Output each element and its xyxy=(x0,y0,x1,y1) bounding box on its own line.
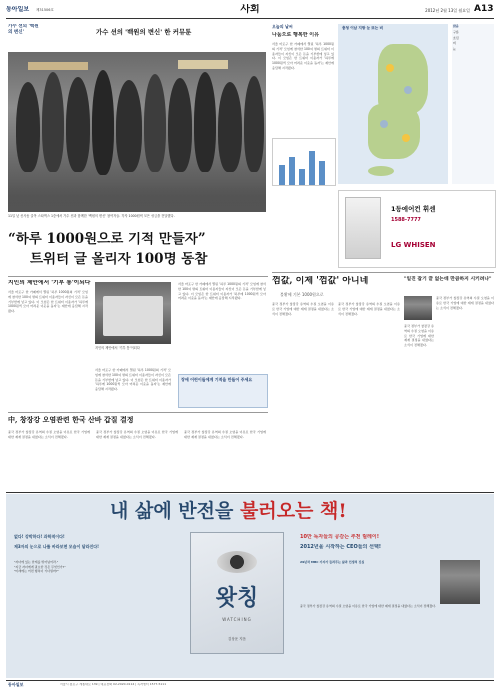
weather-legend-item: 맑음 xyxy=(453,24,459,28)
book-english-title: WATCHING xyxy=(222,617,252,622)
header-rule xyxy=(6,18,494,19)
author-photo xyxy=(440,560,480,604)
main-headline-line1: “하루 1000원으로 기적 만들자” xyxy=(8,232,206,247)
divider xyxy=(272,272,494,273)
ad-bullet: "자녀에 있는 한계를 뛰어넘어라." xyxy=(14,560,59,564)
ad-bullet: "지금 자녀에게 필요한 것은 무엇인가?" xyxy=(14,564,66,569)
footer-rule xyxy=(6,680,494,681)
article-body-col2: 서울 마포구 한 카페에서 열린 '하루 1000원의 기적' 모임에 참석한 100여 명의 트위터 이용자들이 자신이 모은 돈을 기부함에 넣고 있다. 이 모임은 한 트위터 이용자가 '하루에 1000원씩 모아 어려운 이웃을 돕자'는 제안에 응답해 시작됐다. xyxy=(95,368,171,392)
article-body-col3: 서울 마포구 한 카페에서 열린 '하루 1000원의 기적' 모임에 참석한 100여 명의 트위터 이용자들이 자신이 모은 돈을 기부함에 넣고 있다. 이 모임은 한 트위터 이용자가 '하루에 1000원씩 모아 어려운 이웃을 돕자'는 제안에 응답해 시작됐다. xyxy=(178,282,266,301)
book-cover xyxy=(190,532,284,654)
weather-legend-item: 눈 xyxy=(453,47,456,51)
donation-box xyxy=(178,374,268,408)
ad-bullets xyxy=(14,560,184,620)
weather-title: 충청 이남 지방 눈 또는 비 xyxy=(342,26,383,30)
edition-number: 제31506호 xyxy=(36,8,54,12)
photo-title: 가수 션의 '백원의 변신' 한 커뮤툰 xyxy=(96,28,192,36)
donation-box-title: 장애 어린이들에게 기적을 만들어 주세요 xyxy=(181,377,253,382)
ad-title-part2: 불러오는 책! xyxy=(239,500,347,522)
bottom-body-col1: 중국 정부가 창장강 유역의 수질 오염을 이유로 한국 기업에 대한 제재 결정을 내렸다는 소식이 전해졌다. xyxy=(8,430,90,439)
footer-text: 서울시 종로구 세종대로 139 | 대표전화 02-2020-0114 | 독자센터 1577-5111 xyxy=(60,683,167,686)
masthead-logo: 동아일보 xyxy=(6,6,30,13)
lg-ad-phone: 1588-7777 xyxy=(391,217,421,223)
quote-body: 중국 정부가 창장강 유역의 수질 오염을 이유로 한국 기업에 대한 제재 결정을 내렸다는 소식이 전해졌다. xyxy=(436,296,494,310)
ad-question1: 없다! 강박하다! 과학적이다! xyxy=(14,534,65,539)
column-title: 나눔으로 행복한 이유 xyxy=(272,32,319,38)
column-kicker-box xyxy=(8,24,42,52)
lg-ad-line1: 1등에어컨 휘센 xyxy=(391,205,436,213)
ad-title-part1: 내 삶에 반전을 xyxy=(110,500,234,522)
bottom-body-col3: 중국 정부가 창장강 유역의 수질 오염을 이유로 한국 기업에 대한 제재 결정을 내렸다는 소식이 전해졌다. xyxy=(184,430,266,439)
columnist-photo xyxy=(404,296,432,320)
mini-chart xyxy=(272,138,336,186)
ad-right-headline1: 10만 독자들의 공감는 추천 릴레이! xyxy=(300,534,379,540)
ad-title xyxy=(110,500,410,526)
eye-illustration xyxy=(217,551,257,573)
gum-body-col2: 중국 정부가 창장강 유역의 수질 오염을 이유로 한국 기업에 대한 제재 결정을 내렸다는 소식이 전해졌다. xyxy=(338,302,400,316)
weather-legend-item: 구름 xyxy=(453,29,459,34)
ad-question2: 제3자의 눈으로 나를 바라보면 모습이 달라진다! xyxy=(14,544,99,549)
kicker-label: 가수 션의 '백원의 변신' xyxy=(8,24,39,35)
ad-right-sub: 29년차 MBC 기자가 들려주는 삶과 인생의 진실 xyxy=(300,560,365,564)
weather-legend-item: 흐림 xyxy=(453,35,459,40)
chart-bar xyxy=(289,157,295,185)
book-author: 김상운 지음 xyxy=(227,637,247,641)
gum-headline: 껌값, 이제 '껌값' 아니네 xyxy=(272,276,369,286)
divider xyxy=(8,276,268,277)
divider xyxy=(8,412,268,413)
lg-brand-logo: LG WHISEN xyxy=(391,241,436,249)
ad-bullet: "미래에는 어떤 행복이 기다릴까?" xyxy=(14,569,59,573)
column-kicker: 오늘의 날씨 xyxy=(272,24,293,29)
chart-bar xyxy=(279,165,285,185)
article-photo-caption: 지인의 제안에서 '기부 통'이되다 xyxy=(95,346,140,350)
lg-whisen-ad xyxy=(338,190,496,268)
bottom-body-col2: 중국 정부가 창장강 유역의 수질 오염을 이유로 한국 기업에 대한 제재 결정을 내렸다는 소식이 전해졌다. xyxy=(96,430,178,439)
group-photo xyxy=(8,52,266,212)
weather-map xyxy=(338,24,448,184)
issue-date: 2012년 2월 13일 월요일 xyxy=(425,8,470,13)
gum-body-col1: 중국 정부가 창장강 유역의 수질 오염을 이유로 한국 기업에 대한 제재 결정을 내렸다는 소식이 전해졌다. xyxy=(272,302,334,316)
book-title: 왓칭 xyxy=(215,585,259,611)
ad-right-body: 중국 정부가 창장강 유역의 수질 오염을 이유로 한국 기업에 대한 제재 결정을 내렸다는 소식이 전해졌다. xyxy=(300,604,437,608)
gum-subhead: 불황에 기본 1000원으로 xyxy=(280,292,324,297)
article-body-col1: 서울 마포구 한 카페에서 열린 '하루 1000원의 기적' 모임에 참석한 100여 명의 트위터 이용자들이 자신이 모은 돈을 기부함에 넣고 있다. 이 모임은 한 트위터 이용자가 '하루에 1000원씩 모아 어려운 이웃을 돕자'는 제안에 응답해 시작됐다. xyxy=(8,290,88,314)
quote-headline: "일진 잡기 끝 없는데 만큼하지 시키려나" xyxy=(404,276,492,282)
weather-legend-item: 비 xyxy=(453,41,456,46)
main-headline-line2: 트위터 글 올리자 100명 동참 xyxy=(30,252,208,267)
ad-top-rule xyxy=(6,492,494,493)
temperature-table xyxy=(452,24,494,184)
chart-bar xyxy=(309,151,315,185)
chart-bar xyxy=(299,169,305,185)
section-title: 사회 xyxy=(240,4,260,15)
footer-logo: 동아일보 xyxy=(8,682,24,687)
article-photo xyxy=(95,282,171,344)
ad-right-headline2: 2012년을 시작하는 CEO들의 선택! xyxy=(300,544,382,550)
photo-caption: 11일 낮 신사동 골목 스타벅스 1층에서 가수 션과 함께한 '백원의 변신' 참여자들. 각자 1000원씩 모은 성금을 전달했다. xyxy=(8,214,175,218)
quote-body-col1: 중국 정부가 창장강 유역의 수질 오염을 이유로 한국 기업에 대한 제재 결정을 내렸다는 소식이 전해졌다. xyxy=(404,324,434,348)
column-body: 서울 마포구 한 카페에서 열린 '하루 1000원의 기적' 모임에 참석한 100여 명의 트위터 이용자들이 자신이 모은 돈을 기부함에 넣고 있다. 이 모임은 한 트위터 이용자가 '하루에 1000원씩 모아 어려운 이웃을 돕자'는 제안에 응답해 시작됐다. xyxy=(272,42,334,70)
page-number: A13 xyxy=(474,4,494,14)
chart-bar xyxy=(319,161,325,185)
article-subhead: 지인의 제안에서 '기부 통'이되다 xyxy=(8,280,91,286)
bottom-headline: 中, 창장강 오염관련 한국 산바 갑질 결정 xyxy=(8,416,134,424)
